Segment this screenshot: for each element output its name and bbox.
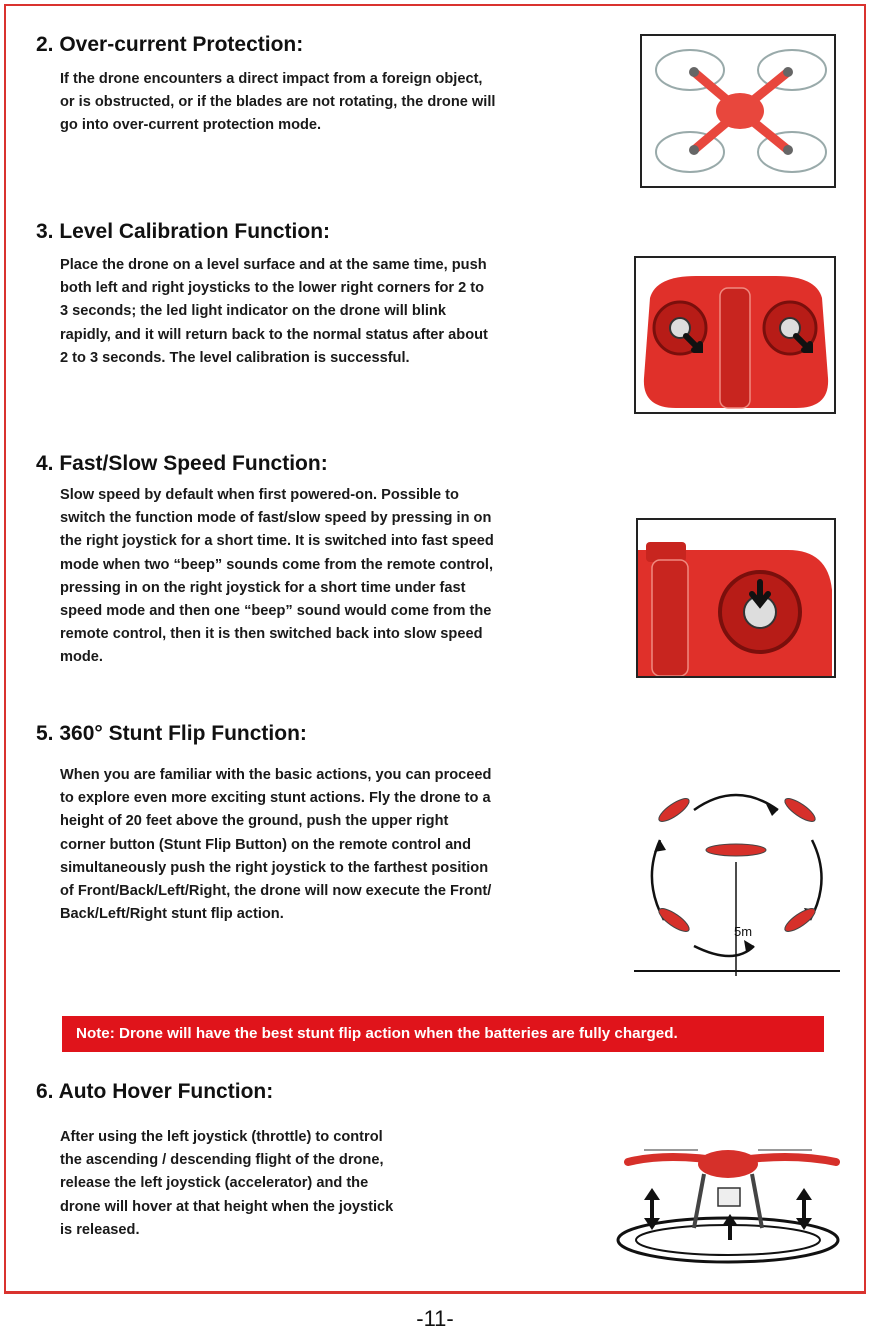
remote-calibration-figure <box>634 256 836 414</box>
stunt-flip-figure <box>634 770 840 976</box>
remote-speed-figure <box>636 518 836 678</box>
remote-right-joystick-press-icon <box>638 520 834 676</box>
drone-top-view-figure <box>640 34 836 188</box>
section-body-stunt-flip: When you are familiar with the basic actions, you can proceed to explore even more exciting stunt actions. Fly the drone to a height of 20 feet above the ground, push the upper right corner button (Stunt Flip Button) on the remote control and simultaneously push the right joystick to the farthest position of Front/Back/Left/Right, the drone will now execute the Front/ Back/Left/Right stunt flip action. <box>60 767 492 923</box>
section-title-fast-slow-speed: 4. Fast/Slow Speed Function: <box>36 452 328 475</box>
section-title-auto-hover: 6. Auto Hover Function: <box>36 1080 274 1103</box>
section-body-fast-slow-speed: Slow speed by default when first powered-on. Possible to switch the function mode of fast/slow speed by pressing in on the right joystick for a short time. It is switched into fast speed mode when two “beep” sounds come from the remote control, pressing in on the right joystick for a short time under fast speed mode and then one “beep” sound would come from the remote control, then it is then switched back into slow speed mode. <box>60 487 494 666</box>
section-body-over-current: If the drone encounters a direct impact from a foreign object, or is obstructed, or if the blades are not rotating, the drone will go into over-current protection mode. <box>60 71 496 134</box>
flip-circle-drones-icon <box>634 770 840 976</box>
section-body-level-calibration: Place the drone on a level surface and at the same time, push both left and right joysticks to the lower right corners for 2 to 3 seconds; the led light indicator on the drone will blink rapidly, and it will return back to the normal status after about 2 to 3 seconds. The level calibration is successful. <box>60 257 488 366</box>
remote-joysticks-corner-icon <box>636 258 834 412</box>
flip-height-label: 5m <box>734 924 753 939</box>
page-number: -11- <box>416 1306 454 1331</box>
hovering-drone-icon <box>608 1128 848 1268</box>
auto-hover-figure <box>608 1128 848 1268</box>
section-title-stunt-flip: 5. 360° Stunt Flip Function: <box>36 722 307 745</box>
section-title-level-calibration: 3. Level Calibration Function: <box>36 220 331 243</box>
drone-top-view-icon <box>642 36 834 186</box>
note-banner: Note: Drone will have the best stunt flip action when the batteries are fully charged. <box>62 1016 824 1052</box>
section-body-auto-hover: After using the left joystick (throttle) to control the ascending / descending flight of the drone, release the left joystick (accelerator) and the drone will hover at that height when the joystick is released. <box>60 1129 394 1238</box>
section-title-over-current: 2. Over-current Protection: <box>36 33 304 56</box>
